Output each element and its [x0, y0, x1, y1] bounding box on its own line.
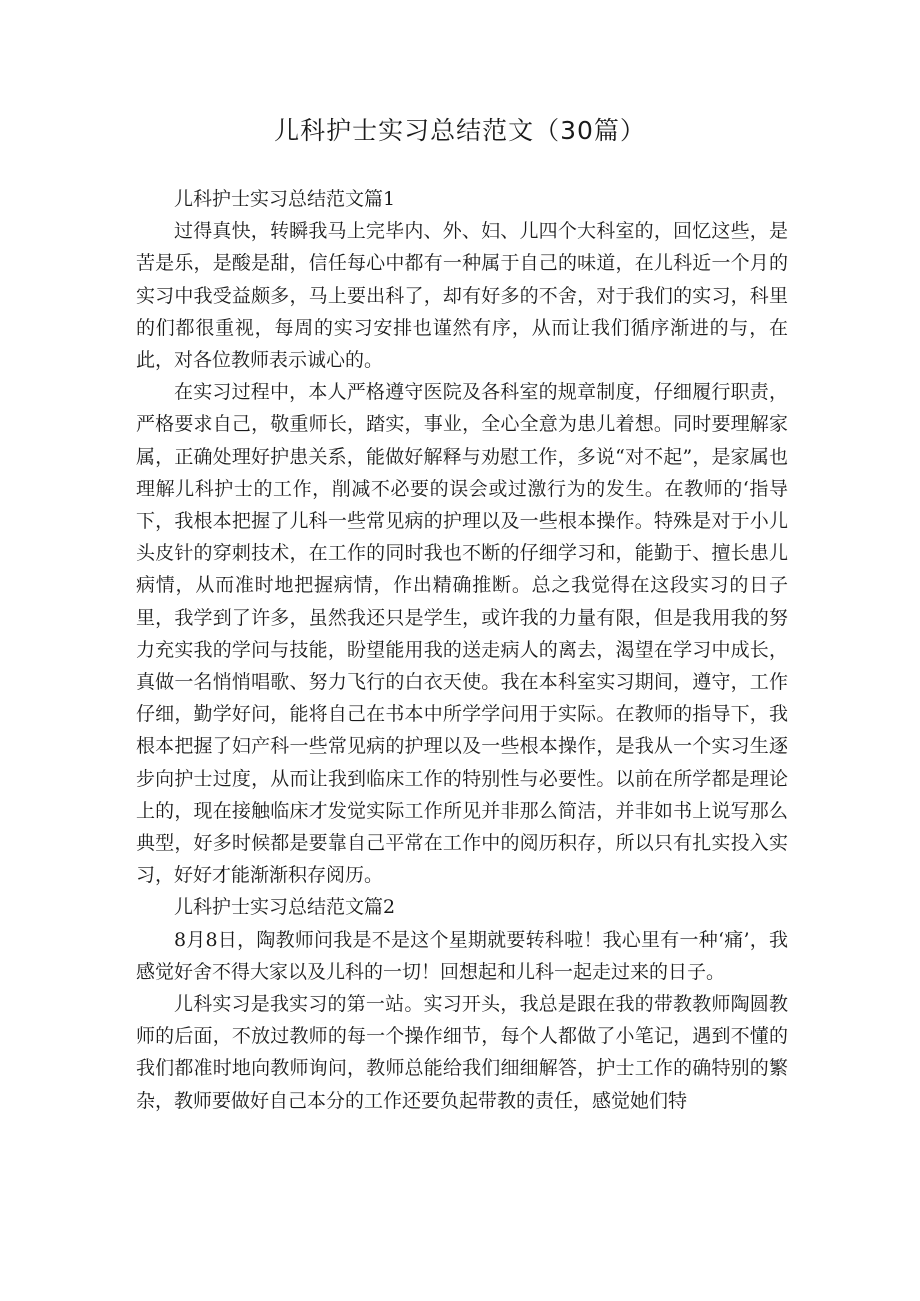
section-heading-1: 儿科护士实习总结范文篇1 — [174, 188, 396, 210]
section-heading-2: 儿科护士实习总结范文篇2 — [174, 896, 396, 919]
paragraph: 过得真快，转瞬我马上完毕内、外、妇、儿四个大科室的，回忆这些，是苦是乐，是酸是甜，信任每心中都有一种属于自己的味道，在儿科近一个月的实习中我受益颇多，马上要出科了，却有好多的不舍，对于我们的实习，科里的们都很重视，每周的实习安排也谨然有序，从而让我们循序渐进的与，在此，对各位教师表示诚心的。 — [136, 220, 788, 372]
paragraph: 在实习过程中，本人严格遵守医院及各科室的规章制度，仔细履行职责，严格要求自己，敬重师长，踏实，事业，全心全意为患儿着想。同时要理解家属，正确处理好护患关系，能做好解释与劝慰工作，多说“对不起”，是家属也理解儿科护士的工作，削减不必要的误会或过激行为的发生。在教师的‘指导下，我根本把握了儿科一些常见病的护理以及一些根本操作。特殊是对于小儿头皮针的穿刺技术，在工作的同时我也不断的仔细学习和，能勤于、擅长患儿病情，从而准时地把握病情，作出精确推断。总之我觉得在这段实习的日子里，我学到了许多，虽然我还只是学生，或许我的力量有限，但是我用我的努力充实我的学问与技能，盼望能用我的送走病人的离去，渴望在学习中成长，真做一名悄悄唱歌、努力飞行的白衣天使。我在本科室实习期间，遵守，工作仔细，勤学好问，能将自己在书本中所学学问用于实际。在教师的指导下，我根本把握了妇产科一些常见病的护理以及一些根本操作，是我从一个实习生逐步向护士过度，从而让我到临床工作的特别性与必要性。以前在所学都是理论上的，现在接触临床才发觉实际工作所见并非那么简洁，并非如书上说写那么典型，好多时候都是要靠自己平常在工作中的阅历积存，所以只有扎实投入实习，好好才能渐渐积存阅历。 — [136, 381, 788, 887]
document-title: 儿科护士实习总结范文（30篇） — [274, 116, 646, 145]
paragraph: 8月8日，陶教师问我是不是这个星期就要转科啦！我心里有一种‘痛’，我感觉好舍不得大家以及儿科的一切！回想起和儿科一起走过来的日子。 — [136, 928, 788, 983]
document-body — [136, 183, 788, 1117]
paragraph: 儿科实习是我实习的第一站。实习开头，我总是跟在我的带教教师陶圆教师的后面，不放过教师的每一个操作细节，每个人都做了小笔记，遇到不懂的我们都准时地向教师询问，教师总能给我们细细解答，护士工作的确特别的繁杂，教师要做好自己本分的工作还要负起带教的责任，感觉她们特 — [136, 993, 788, 1112]
